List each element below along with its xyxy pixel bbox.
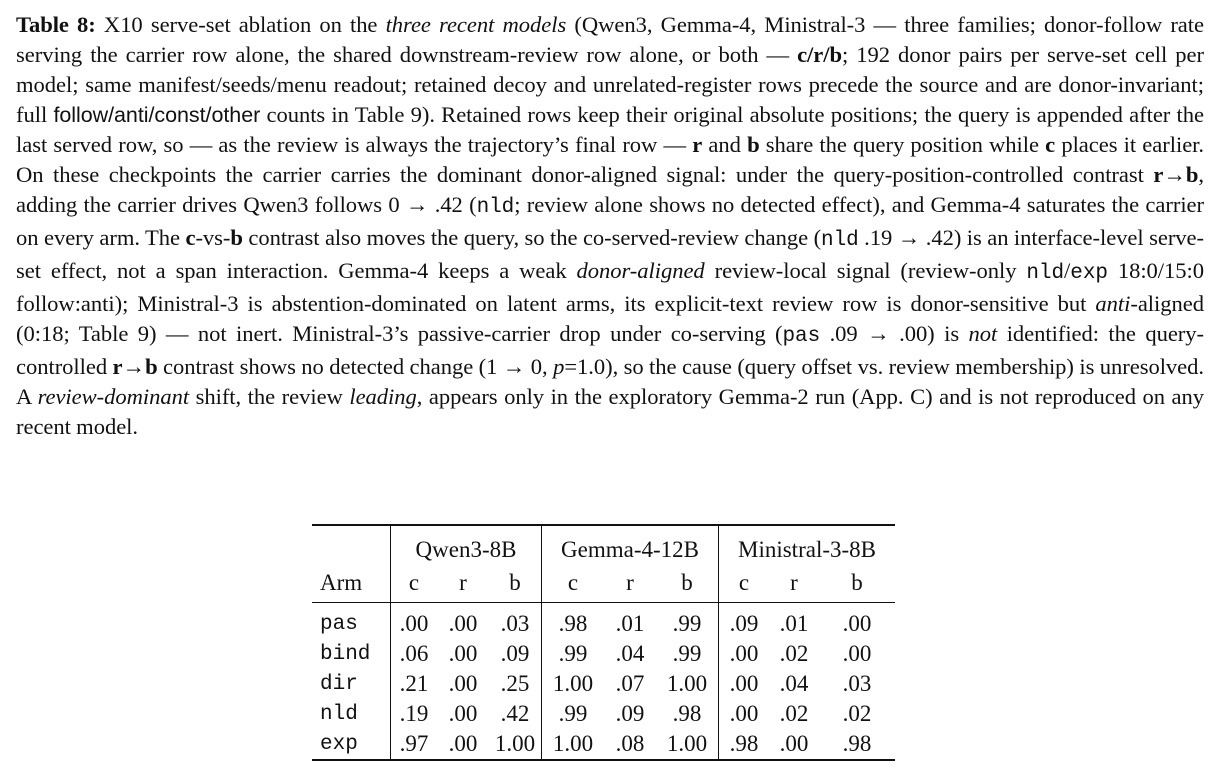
caption-bold: c/r/b [797,42,843,67]
caption-emph: not [968,321,998,346]
caption-text: X10 serve-set ablation on the [95,12,386,37]
subcol-header: c [391,568,438,603]
caption-text: .09 → .00) is [820,321,969,346]
caption-code: exp [1070,262,1108,285]
caption-text: (Qwen3, Gemma-4, Ministral-3 — three families; donor-follow rate serving the carrier row alone, the shared downstream-review row alone, or both — [16,12,1204,67]
arm-label: dir [320,672,358,696]
subcol-header: b [851,570,863,595]
caption-bold: c [185,225,196,250]
table-cell: .00 [719,669,770,699]
caption-text: =1.0), so the cause (query offset vs. review membership) is unresolved. A [16,354,1204,409]
table-cell: .09 [719,609,770,639]
caption-code: pas [782,325,821,348]
table-cell: .04 [779,671,809,696]
subcol-header: b [509,570,521,595]
caption-emph: review-dominant [37,384,190,409]
results-table [312,524,895,761]
subcol-header: r [459,570,467,595]
caption-code: nld [476,196,515,219]
table-cell: .21 [391,669,438,699]
caption-code: nld [821,229,859,252]
table-cell: .99 [542,639,605,669]
subcol-header: c [719,568,770,603]
caption-label: Table 8: [16,12,96,37]
table-cell: .09 [500,641,530,666]
arm-label: pas [320,612,358,636]
subcol-header: c [542,568,605,603]
table-cell: .00 [719,639,770,669]
table-cell: .97 [391,729,438,760]
arm-label: exp [320,732,358,756]
table-cell: .99 [672,611,702,636]
table-cell: .00 [842,641,872,666]
caption-text: -vs- [195,225,231,250]
table-row [312,729,895,760]
caption-bold: b [230,225,243,250]
table-cell: .01 [779,611,809,636]
caption-text: contrast also moves the query, so the co-served-review change ( [242,225,822,250]
table-cell: .04 [615,641,645,666]
table-cell: .01 [615,611,645,636]
table-cell: .42 [500,701,530,726]
caption-bold: b [747,132,760,157]
table-row [312,699,895,729]
table-cell: .00 [448,611,478,636]
table-cell: 1.00 [666,731,708,756]
caption-text: / [1064,258,1071,283]
group-header-gemma4: Gemma-4-12B [542,525,719,568]
table-cell: .19 [391,699,438,729]
table-cell: .06 [391,639,438,669]
table-group-header-row [312,525,895,568]
table-cell: .00 [719,699,770,729]
caption-text: shift, the review [189,384,350,409]
table-cell: .03 [842,671,872,696]
table-cell: .00 [842,611,872,636]
caption-text: , adding the carrier drives Qwen3 follows 0 → .42 ( [16,162,1204,217]
caption-text: .19 → .42) is an interface-level serve-set effect, not a span interaction. Gemma-4 keeps a weak [16,225,1204,283]
caption-text: contrast shows no detected change (1 → 0, [157,354,554,379]
table-row [312,669,895,699]
caption-text: share the query position while [759,132,1046,157]
table-cell: 1.00 [666,671,708,696]
caption-code: nld [1026,262,1065,285]
caption-bold: r [692,132,703,157]
table-cell: .02 [779,701,809,726]
table-cell: .00 [448,701,478,726]
table-cell: .98 [842,731,872,756]
subcol-header: r [626,570,634,595]
caption-text: ; 192 donor pairs per serve-set cell per model; same manifest/seeds/menu readout; retained decoy and unrelated-register rows precede the source and are donor-invariant; full [16,42,1204,127]
table-cell: 1.00 [542,729,605,760]
table-cell: .02 [842,701,872,726]
table-cell: .00 [779,731,809,756]
group-header-ministral3: Ministral-3-8B [719,525,896,568]
table-cell: .00 [448,641,478,666]
table-cell: 1.00 [542,669,605,699]
caption-text: identified: the query-controlled [16,321,1204,379]
arm-column-header: Arm [320,570,363,595]
table-cell: .07 [615,671,645,696]
caption-emph: donor-aligned [576,258,705,283]
subcol-header: r [790,570,798,595]
caption-text: review-local signal (review-only [704,258,1027,283]
table-cell: .00 [391,609,438,639]
caption-text: 18:0/15:0 follow:anti); Ministral-3 is abstention-dominated on latent arms, its explicit-text review row is donor-sensitive but [16,258,1204,316]
table-cell: .98 [672,701,702,726]
subcol-header: b [681,570,693,595]
table-cell: .00 [448,731,478,756]
table-cell: .00 [448,671,478,696]
table-caption [16,10,1204,442]
table-row [312,609,895,639]
caption-text: , appears only in the exploratory Gemma-2 run (App. C) and is not reproduced on any recent model. [16,384,1204,439]
caption-emph: p [553,354,565,379]
caption-text: and [702,132,748,157]
table-cell: .99 [542,699,605,729]
caption-text: -aligned (0:18; Table 9) — not inert. Ministral-3’s passive-carrier drop under co-serving ( [16,291,1204,346]
caption-sans: follow/anti/const/other [53,103,261,127]
table-cell: 1.00 [494,731,536,756]
table-cell: .98 [719,729,770,760]
caption-text: places it earlier. On these checkpoints the carrier carries the dominant donor-aligned signal: under the query-position-controlled contrast [16,132,1204,187]
caption-bold: r→b [112,354,158,379]
table-subheader-row [312,568,895,603]
table-empty-cell [312,525,391,568]
caption-emph: leading [349,384,417,409]
table-cell: .08 [615,731,645,756]
table-cell: .25 [500,671,530,696]
table-cell: .09 [615,701,645,726]
table-cell: .98 [542,609,605,639]
table-cell: .02 [779,641,809,666]
table-row [312,639,895,669]
caption-emph: anti [1095,291,1131,316]
group-header-qwen3: Qwen3-8B [391,525,542,568]
caption-bold: c [1045,132,1056,157]
caption-text: counts in Table 9). Retained rows keep their original absolute positions; the query is appended after the last served row, so — as the review is always the trajectory’s final row — [16,102,1204,157]
table-cell: .03 [500,611,530,636]
arm-label: bind [320,642,371,666]
caption-text: ; review alone shows no detected effect), and Gemma-4 saturates the carrier on every arm. The [16,192,1205,250]
arm-label: nld [320,702,358,726]
caption-bold: r→b [1153,162,1199,187]
caption-emph: three recent models [385,12,567,37]
table-cell: .99 [672,641,702,666]
